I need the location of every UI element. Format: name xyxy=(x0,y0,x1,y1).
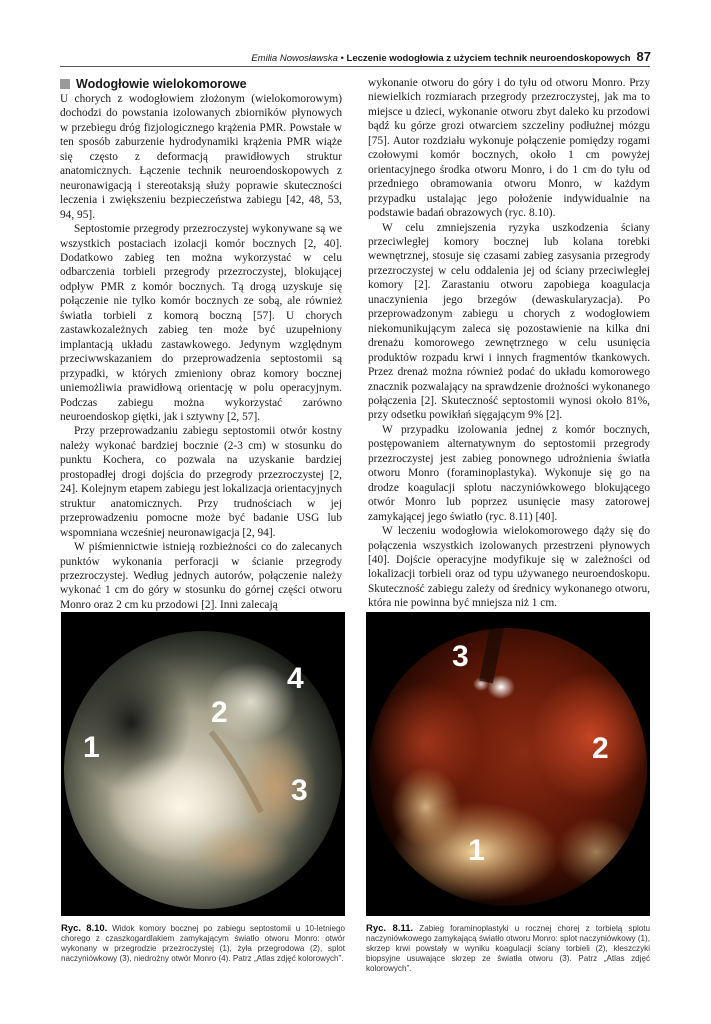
paragraph: W piśmiennictwie istnieją rozbieżności co do zalecanych punktów wykonania perforacji w ścianie przegrody przezroczystej. Według jednych autorów, połączenie należy wykonać 1 cm do góry w stosunku do górnej części otworu Monro oraz 2 cm ku przodowi [2]. Inni zalecają xyxy=(60,541,342,611)
section-square-icon xyxy=(60,79,70,89)
running-header xyxy=(60,49,651,64)
marker-4: 4 xyxy=(287,662,304,695)
right-column xyxy=(368,76,650,611)
marker-1: 1 xyxy=(468,834,485,867)
endoscopic-view-8-11 xyxy=(366,612,650,916)
marker-2: 2 xyxy=(592,732,609,765)
paragraph: Przy przeprowadzaniu zabiegu septostomii otwór kostny należy wykonać bardziej bocznie (2-3 cm) w stosunku do punktu Kochera, co pozwala na uzyskanie bardziej prostopadłej drogi dojścia do przegrody przezroczystej [2, 24]. Kolejnym etapem zabiegu jest lokalizacja orientacyjnych struktur anatomicznych. Przy trudnościach w jej przeprowadzeniu pomocne może być badanie USG lub wspomniana wcześniej neuronawigacja [2, 94]. xyxy=(60,425,342,539)
caption-text: Zabieg foraminoplastyki u rocznej chorej z torbielą splotu naczyniówkowego zamykającą światło otworu Monro: splot naczyniówkowy (1), skrzep krwi powstały w wyniku koagulacji ściany torbieli (2), kleszczyki biopsyjne usuwające skrzep ze światła otworu (3). Patrz „Atlas zdjęć kolorowych”. xyxy=(366,924,651,973)
caption-8-11 xyxy=(366,924,650,974)
section-heading xyxy=(60,76,342,92)
left-column xyxy=(60,76,342,612)
caption-label: Ryc. 8.10. xyxy=(61,923,108,934)
caption-text: Widok komory bocznej po zabiegu septostomii u 10-letniego chorego z czaszkogardlakiem zamykającym światło otworu Monro: otwór wykonany w przegrodzie przezroczystej (1), żyła przegrodowa (2), splot naczyniówkowy (3), niedrożny otwór Monro (4). Patrz „Atlas zdjęć kolorowych”. xyxy=(61,924,345,963)
paragraph: W leczeniu wodogłowia wielokomorowego dąży się do połączenia wszystkich izolowanych przestrzeni płynowych [40]. Dojście operacyjne modyfikuje się w zależności od lokalizacji torbieli oraz od typu używanego neuroendoskopu. Skuteczność zabiegu zależy od średnicy wykonanego otworu, która nie powinna być mniejsza niż 1 cm. xyxy=(368,525,650,610)
paragraph: W celu zmniejszenia ryzyka uszkodzenia ściany przeciwległej komory bocznej lub kolana torebki wewnętrznej, stosuje się czasami zabieg zasysania przegrody przezroczystej w celu oddalenia jej od ściany przeciwległej komory [2]. Zarastaniu otworu zapobiega koagulacja unaczynienia jego brzegów (dewaskularyzacja). Po przeprowadzonym zabiegu u chorych z wodogłowiem niekomunikującym zaleca się pozostawienie na kilka dni drenażu komorowego zewnętrznego w celu usunięcia produktów rozpadu krwi i innych fragmentów tkankowych. Przez drenaż można również podać do układu komorowego znacznik pozwalający na sprawdzenie drożności wykonanego połączenia [2]. Skuteczność septostomii wynosi około 81%, przy odsetku powikłań sięgającym 9% [2]. xyxy=(368,221,650,422)
marker-3: 3 xyxy=(452,640,469,673)
section-heading-text: Wodogłowie wielokomorowe xyxy=(76,77,247,91)
figure-8-11-image xyxy=(366,612,650,916)
header-rule xyxy=(60,66,650,67)
caption-label: Ryc. 8.11. xyxy=(366,923,414,934)
figure-8-10-image xyxy=(61,612,345,916)
header-title: Leczenie wodogłowia z użyciem technik neuroendoskopowych xyxy=(346,53,631,64)
marker-1: 1 xyxy=(83,731,100,764)
header-author: Emilia Nowosławska xyxy=(251,53,338,64)
paragraph: U chorych z wodogłowiem złożonym (wielokomorowym) dochodzi do powstania izolowanych zbiorników płynowych w przebiegu dróg fizjologicznego krążenia PMR. Powstałe w ten sposób zaburzenie hydrodynamiki krążenia PMR wiąże się często z deformacją prawidłowych struktur anatomicznych. Łączenie technik neuroendoskopowych z neuronawigacją i stereotaksją służy poprawie skuteczności leczenia i zwiększeniu bezpieczeństwa zabiegu [42, 48, 53, 94, 95]. xyxy=(60,93,342,221)
endoscopic-view-8-10 xyxy=(61,612,345,916)
marker-2: 2 xyxy=(211,696,228,729)
paragraph: W przypadku izolowania jednej z komór bocznych, postępowaniem alternatywnym do septostomii przegrody przezroczystej jest zabieg ponownego udrożnienia światła otworu Monro (foraminoplastyka). Wykonuje się go na drodze koagulacji splotu naczyniówkowego blokującego otwór Monro lub poprzez usunięcie masy zatorowej zamykającej jego światło (ryc. 8.11) [40]. xyxy=(368,423,650,523)
caption-8-10 xyxy=(61,924,345,964)
marker-3: 3 xyxy=(291,774,308,807)
page-number: 87 xyxy=(636,49,651,64)
header-separator: • xyxy=(337,53,347,64)
paragraph: wykonanie otworu do góry i do tyłu od otworu Monro. Przy niewielkich rozmiarach przegrody przezroczystej, jak ma to miejsce u dzieci, wykonanie otworu zbyt daleko ku przodowi bądź ku górze grozi otwarciem szczeliny podłużnej mózgu [75]. Autor rozdziału wykonuje połączenie pomiędzy rogami czołowymi komór bocznych, około 1 cm powyżej orientacyjnego środka otworu Monro, i do 1 cm do tyłu od przedniego obramowania otworu Monro, w każdym przypadku ustalając jego położenie indywidualnie na podstawie badań obrazowych (ryc. 8.10). xyxy=(368,77,650,220)
paragraph: Septostomie przegrody przezroczystej wykonywane są we wszystkich postaciach izolacji komór bocznych [2, 40]. Dodatkowo zabieg ten można wykorzystać w celu odbarczenia torbieli przegrody przezroczystej, blokującej odpływ PMR z komór bocznych. Tą drogą uzyskuje się połączenie nie tylko komór bocznych ze sobą, ale również światła torbieli z komorą boczną [57]. U chorych zastawkozależnych zabieg ten może być uzupełniony implantacją układu zastawkowego. Jedynym względnym przeciwwskazaniem do przeprowadzenia septostomii są przypadki, w których zmieniony obraz komory bocznej uniemożliwia prawidłową orientację w polu operacyjnym. Podczas zabiegu można wykorzystać zarówno neuroendoskop giętki, jak i sztywny [2, 57]. xyxy=(60,223,342,423)
